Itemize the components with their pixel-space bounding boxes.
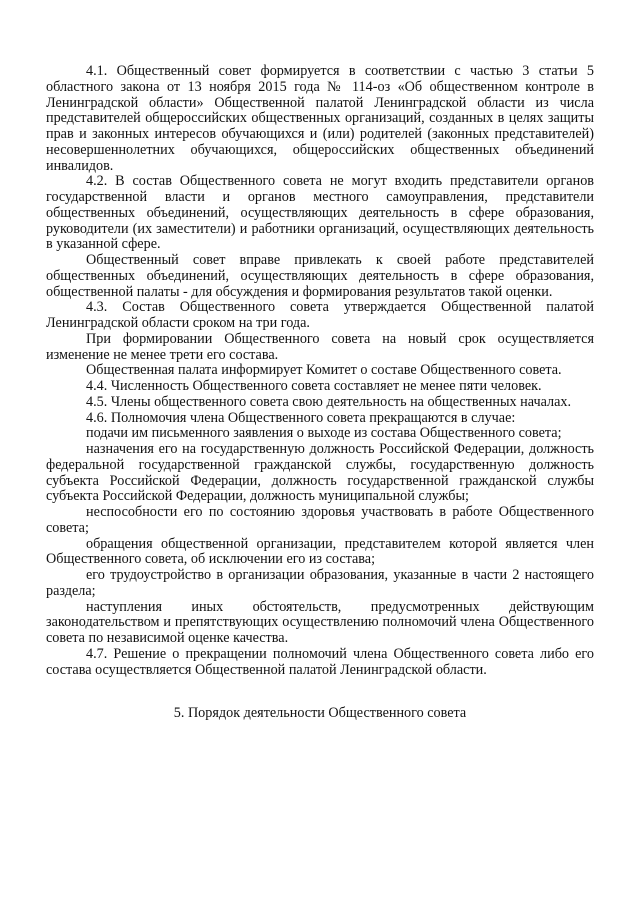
section-heading: 5. Порядок деятельности Общественного совета — [173, 705, 467, 722]
list-item-organization-request: обращения общественной организации, представителем которой является член Общественного совета, об исключении его из состава; — [46, 535, 594, 568]
list-item-health: неспособности его по состоянию здоровья участвовать в работе Общественного совета; — [46, 504, 594, 536]
list-item-other-circumstances: наступления иных обстоятельств, предусмотренных действующим законодательством и препятствующих осуществлению полномочий члена Общественного совета по независимой оценке качества. — [46, 598, 594, 646]
paragraph-invite-representatives: Общественный совет вправе привлекать к своей работе представителей общественных объединений, осуществляющих деятельность в сфере образования, общественной палаты - для обсуждения и формирования результатов такой оценки. — [46, 252, 594, 300]
paragraph-4-7: 4.7. Решение о прекращении полномочий члена Общественного совета либо его состава осуществляется Общественной палатой Ленинградской области. — [46, 645, 594, 678]
list-item-written-statement: подачи им письменного заявления о выходе из состава Общественного совета; — [86, 425, 562, 442]
paragraph-chamber-informs: Общественная палата информирует Комитет о составе Общественного совета. — [86, 362, 562, 379]
paragraph-4-2: 4.2. В состав Общественного совета не могут входить представители органов государственной власти и органов местного самоуправления, представители общественных объединений, осуществляющих деятельность в сфере образования, руководители (их заместители) и работники организаций, осуществляющих деятельность в указанной сфере. — [46, 173, 594, 253]
list-item-employment: его трудоустройство в организации образования, указанные в части 2 настоящего раздела; — [46, 567, 594, 599]
paragraph-4-5: 4.5. Члены общественного совета свою деятельность на общественных началах. — [86, 393, 572, 410]
paragraph-4-3: 4.3. Состав Общественного совета утверждается Общественной палатой Ленинградской области сроком на три года. — [46, 299, 594, 331]
paragraph-new-term-change: При формировании Общественного совета на новый срок осуществляется изменение не менее трети его состава. — [46, 330, 594, 363]
paragraph-4-4: 4.4. Численность Общественного совета составляет не менее пяти человек. — [86, 378, 542, 394]
document-body — [46, 64, 594, 722]
list-item-appointment: назначения его на государственную должность Российской Федерации, должность федеральной государственной гражданской службы, государственную должность субъекта Российской Федерации, должность государственной гражданской службы субъекта Российской Федерации, должность муниципальной службы; — [46, 441, 594, 505]
paragraph-4-1: 4.1. Общественный совет формируется в соответствии с частью 3 статьи 5 областного закона от 13 ноября 2015 года № 114-оз «Об общественном контроле в Ленинградской области» Общественной палатой Ленинградской области из числа представителей общероссийских общественных организаций, созданных в целях защиты прав и законных интересов обучающихся и (или) родителей (законных представителей) несовершеннолетних обучающихся, общероссийских общественных объединений инвалидов. — [46, 63, 594, 174]
paragraph-4-6: 4.6. Полномочия члена Общественного совета прекращаются в случае: — [86, 409, 516, 426]
